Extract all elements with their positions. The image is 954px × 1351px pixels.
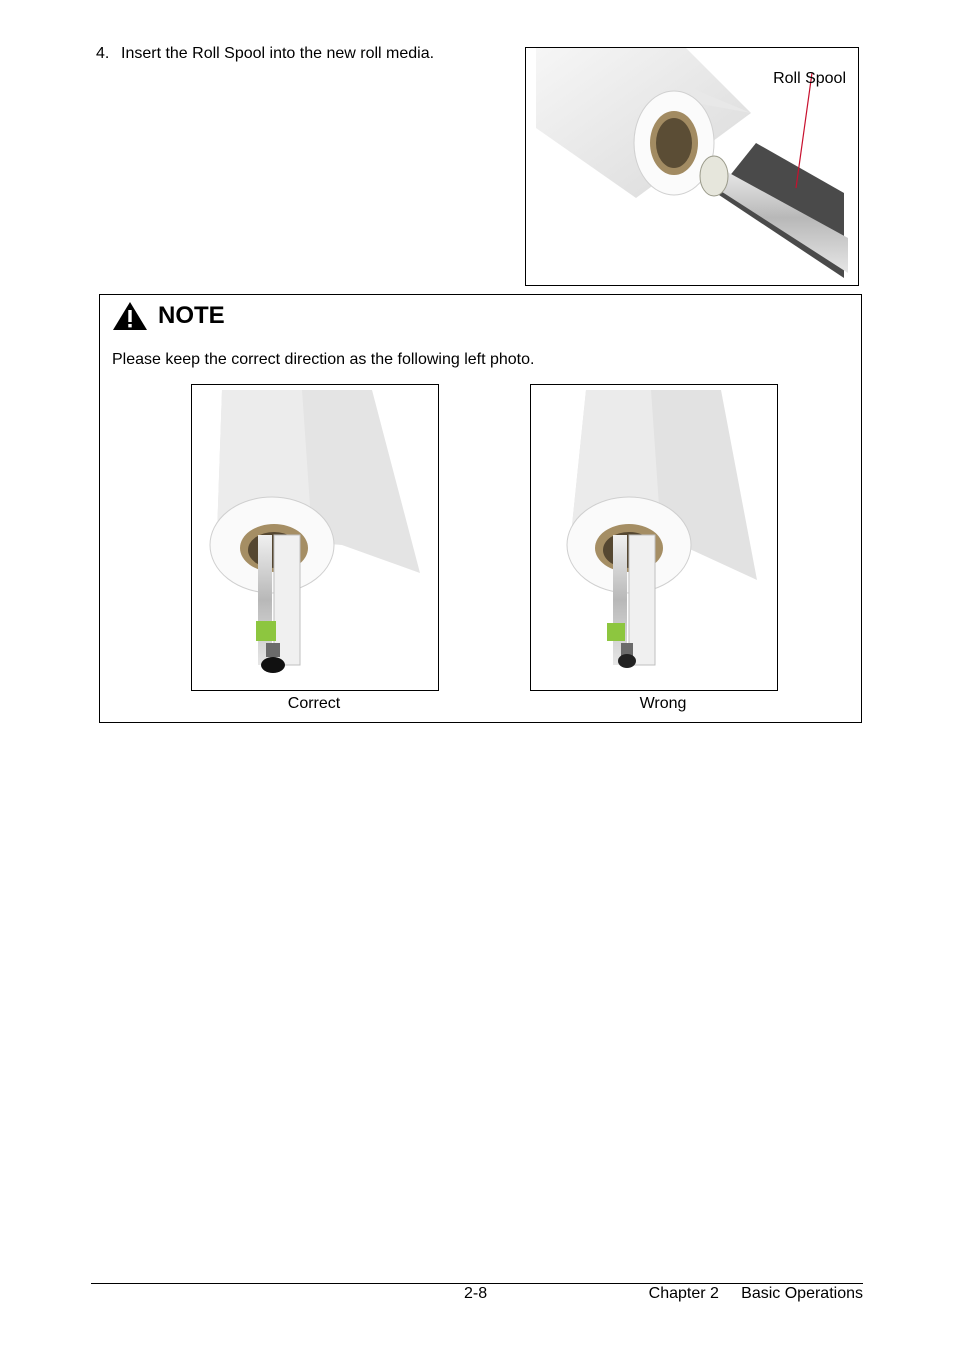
note-text: Please keep the correct direction as the following left photo. [112, 351, 535, 368]
footer-chapter-title [649, 1285, 863, 1303]
correct-caption: Correct [287, 695, 341, 712]
note-title: NOTE [158, 302, 225, 329]
footer-page-number: 2-8 [464, 1285, 488, 1302]
warning-triangle-icon [112, 301, 148, 331]
wrong-direction-photo [530, 384, 778, 691]
step-number: 4. [96, 45, 110, 62]
note-box [99, 294, 862, 723]
correct-direction-photo [191, 384, 439, 691]
correct-roll-illustration [192, 385, 438, 690]
wrong-caption: Wrong [639, 695, 687, 712]
footer-section: Basic Operations [741, 1285, 863, 1302]
wrong-roll-illustration [531, 385, 777, 690]
roll-spool-callout-label: Roll Spool [773, 70, 846, 87]
step-4-instruction [96, 45, 434, 63]
footer-chapter: Chapter 2 [648, 1285, 719, 1302]
roll-spool-insertion-photo [525, 47, 859, 286]
step-text: Insert the Roll Spool into the new roll media. [121, 45, 435, 62]
note-header [112, 301, 225, 331]
footer-divider [91, 1283, 863, 1284]
